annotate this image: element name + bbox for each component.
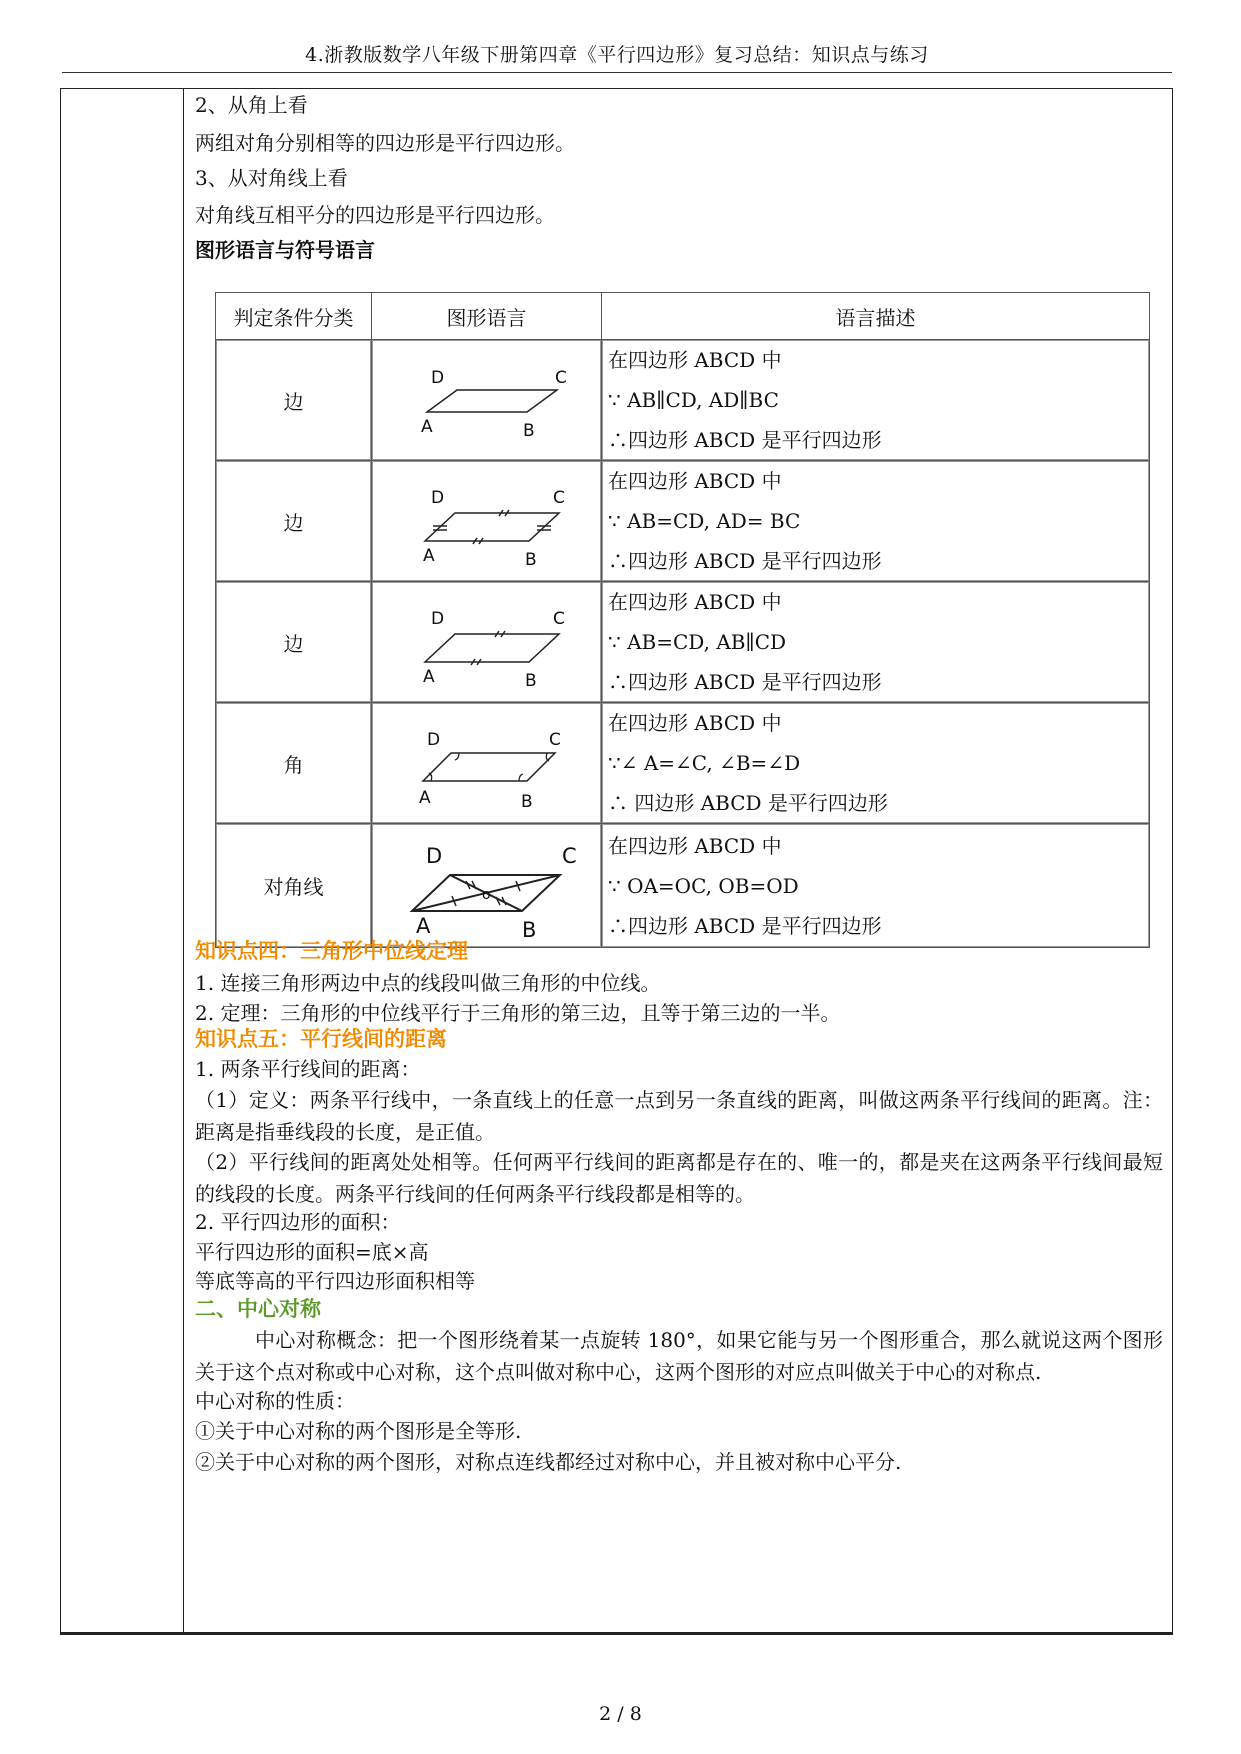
header-figure: 图形语言 (372, 293, 602, 340)
table-row (216, 461, 1150, 582)
svg-text:o: o (481, 886, 491, 903)
kp4-title: 知识点四：三角形中位线定理 (195, 939, 468, 963)
svg-text:A: A (420, 417, 433, 437)
item2-text: 两组对角分别相等的四边形是平行四边形。 (195, 131, 575, 155)
content-frame (60, 88, 1173, 1635)
row-description: 在四边形 ABCD 中 ∵ OA=OC, OB=OD ∴四边形 ABCD 是平行四边形 (602, 824, 1150, 948)
section2-para1: 中心对称概念：把一个图形绕着某一点旋转 180°，如果它能与另一个图形重合，那么就说这两个图形关于这个点对称或中心对称，这个点叫做对称中心，这两个图形的对应点叫做关于中心的对称点. (195, 1328, 1163, 1384)
kp4-line2: 2. 定理：三角形的中位线平行于三角形的第三边，且等于第三边的一半。 (195, 1001, 841, 1025)
svg-text:D: D (426, 730, 440, 750)
svg-text:A: A (418, 788, 431, 808)
kp4-line1: 1. 连接三角形两边中点的线段叫做三角形的中位线。 (195, 971, 661, 995)
table-row (216, 824, 1150, 948)
svg-text:A: A (415, 913, 430, 938)
svg-text:C: C (561, 843, 577, 868)
row-figure (372, 461, 602, 582)
kp5-para1: （1）定义：两条平行线中，一条直线上的任意一点到另一条直线的距离，叫做这两条平行线间的距离。注：距离是指垂线段的长度，是正值。 (195, 1088, 1163, 1144)
svg-text:D: D (430, 368, 444, 388)
page-number: 2 / 8 (599, 1703, 642, 1725)
criteria-table (215, 292, 1150, 948)
svg-text:D: D (430, 609, 444, 629)
parallelogram-figure (382, 831, 592, 941)
svg-text:C: C (552, 609, 565, 629)
row-category: 角 (216, 703, 372, 824)
left-column (61, 89, 184, 1632)
parallelogram-figure (387, 471, 587, 571)
parallelogram-figure (387, 350, 587, 450)
table-header-row (216, 293, 1150, 340)
item2-title: 2、从角上看 (195, 93, 308, 117)
table-row (216, 582, 1150, 703)
svg-text:D: D (430, 488, 444, 508)
item3-text: 对角线互相平分的四边形是平行四边形。 (195, 203, 555, 227)
row-category: 边 (216, 582, 372, 703)
svg-text:B: B (521, 917, 536, 941)
header-description: 语言描述 (602, 293, 1150, 340)
item3-title: 3、从对角线上看 (195, 166, 348, 190)
kp5-line3: 平行四边形的面积=底×高 (195, 1240, 429, 1264)
row-figure (372, 824, 602, 948)
kp5-title: 知识点五：平行线间的距离 (195, 1027, 447, 1051)
row-category: 边 (216, 461, 372, 582)
svg-text:B: B (524, 671, 537, 691)
table-row (216, 703, 1150, 824)
svg-text:C: C (554, 368, 567, 388)
row-category: 边 (216, 340, 372, 461)
row-description: 在四边形 ABCD 中 ∵∠ A=∠C, ∠B=∠D ∴ 四边形 ABCD 是平行四边形 (602, 703, 1150, 824)
parallelogram-figure (387, 713, 587, 813)
row-figure (372, 340, 602, 461)
svg-text:B: B (524, 550, 537, 570)
svg-text:A: A (422, 546, 435, 566)
parallelogram-figure (387, 592, 587, 692)
page-header: 4.浙教版数学八年级下册第四章《平行四边形》复习总结：知识点与练习 (62, 40, 1172, 73)
section2-line3: ②关于中心对称的两个图形，对称点连线都经过对称中心，并且被对称中心平分. (195, 1450, 902, 1474)
svg-text:C: C (548, 730, 561, 750)
row-category: 对角线 (216, 824, 372, 948)
section2-title: 二、中心对称 (195, 1297, 321, 1321)
kp5-para2: （2）平行线间的距离处处相等。任何两平行线间的距离都是存在的、唯一的，都是夹在这两条平行线间最短的线段的长度。两条平行线间的任何两条平行线段都是相等的。 (195, 1150, 1163, 1206)
section2-line2: ①关于中心对称的两个图形是全等形. (195, 1419, 522, 1443)
row-figure (372, 703, 602, 824)
main-content (195, 89, 1165, 1632)
row-figure (372, 582, 602, 703)
row-description: 在四边形 ABCD 中 ∵ AB=CD, AB∥CD ∴四边形 ABCD 是平行四边形 (602, 582, 1150, 703)
svg-text:D: D (425, 843, 442, 868)
section2-line1: 中心对称的性质： (195, 1389, 355, 1413)
svg-text:B: B (520, 792, 533, 812)
row-description: 在四边形 ABCD 中 ∵ AB=CD, AD= BC ∴四边形 ABCD 是平行四边形 (602, 461, 1150, 582)
kp5-line1: 1. 两条平行线间的距离： (195, 1057, 421, 1081)
row-description: 在四边形 ABCD 中 ∵ AB∥CD, AD∥BC ∴四边形 ABCD 是平行四边形 (602, 340, 1150, 461)
svg-text:A: A (422, 667, 435, 687)
svg-text:B: B (522, 421, 535, 441)
table-heading: 图形语言与符号语言 (195, 238, 375, 262)
kp5-line2: 2. 平行四边形的面积： (195, 1210, 401, 1234)
kp5-line4: 等底等高的平行四边形面积相等 (195, 1269, 475, 1293)
table-row (216, 340, 1150, 461)
svg-text:C: C (552, 488, 565, 508)
header-category: 判定条件分类 (216, 293, 372, 340)
